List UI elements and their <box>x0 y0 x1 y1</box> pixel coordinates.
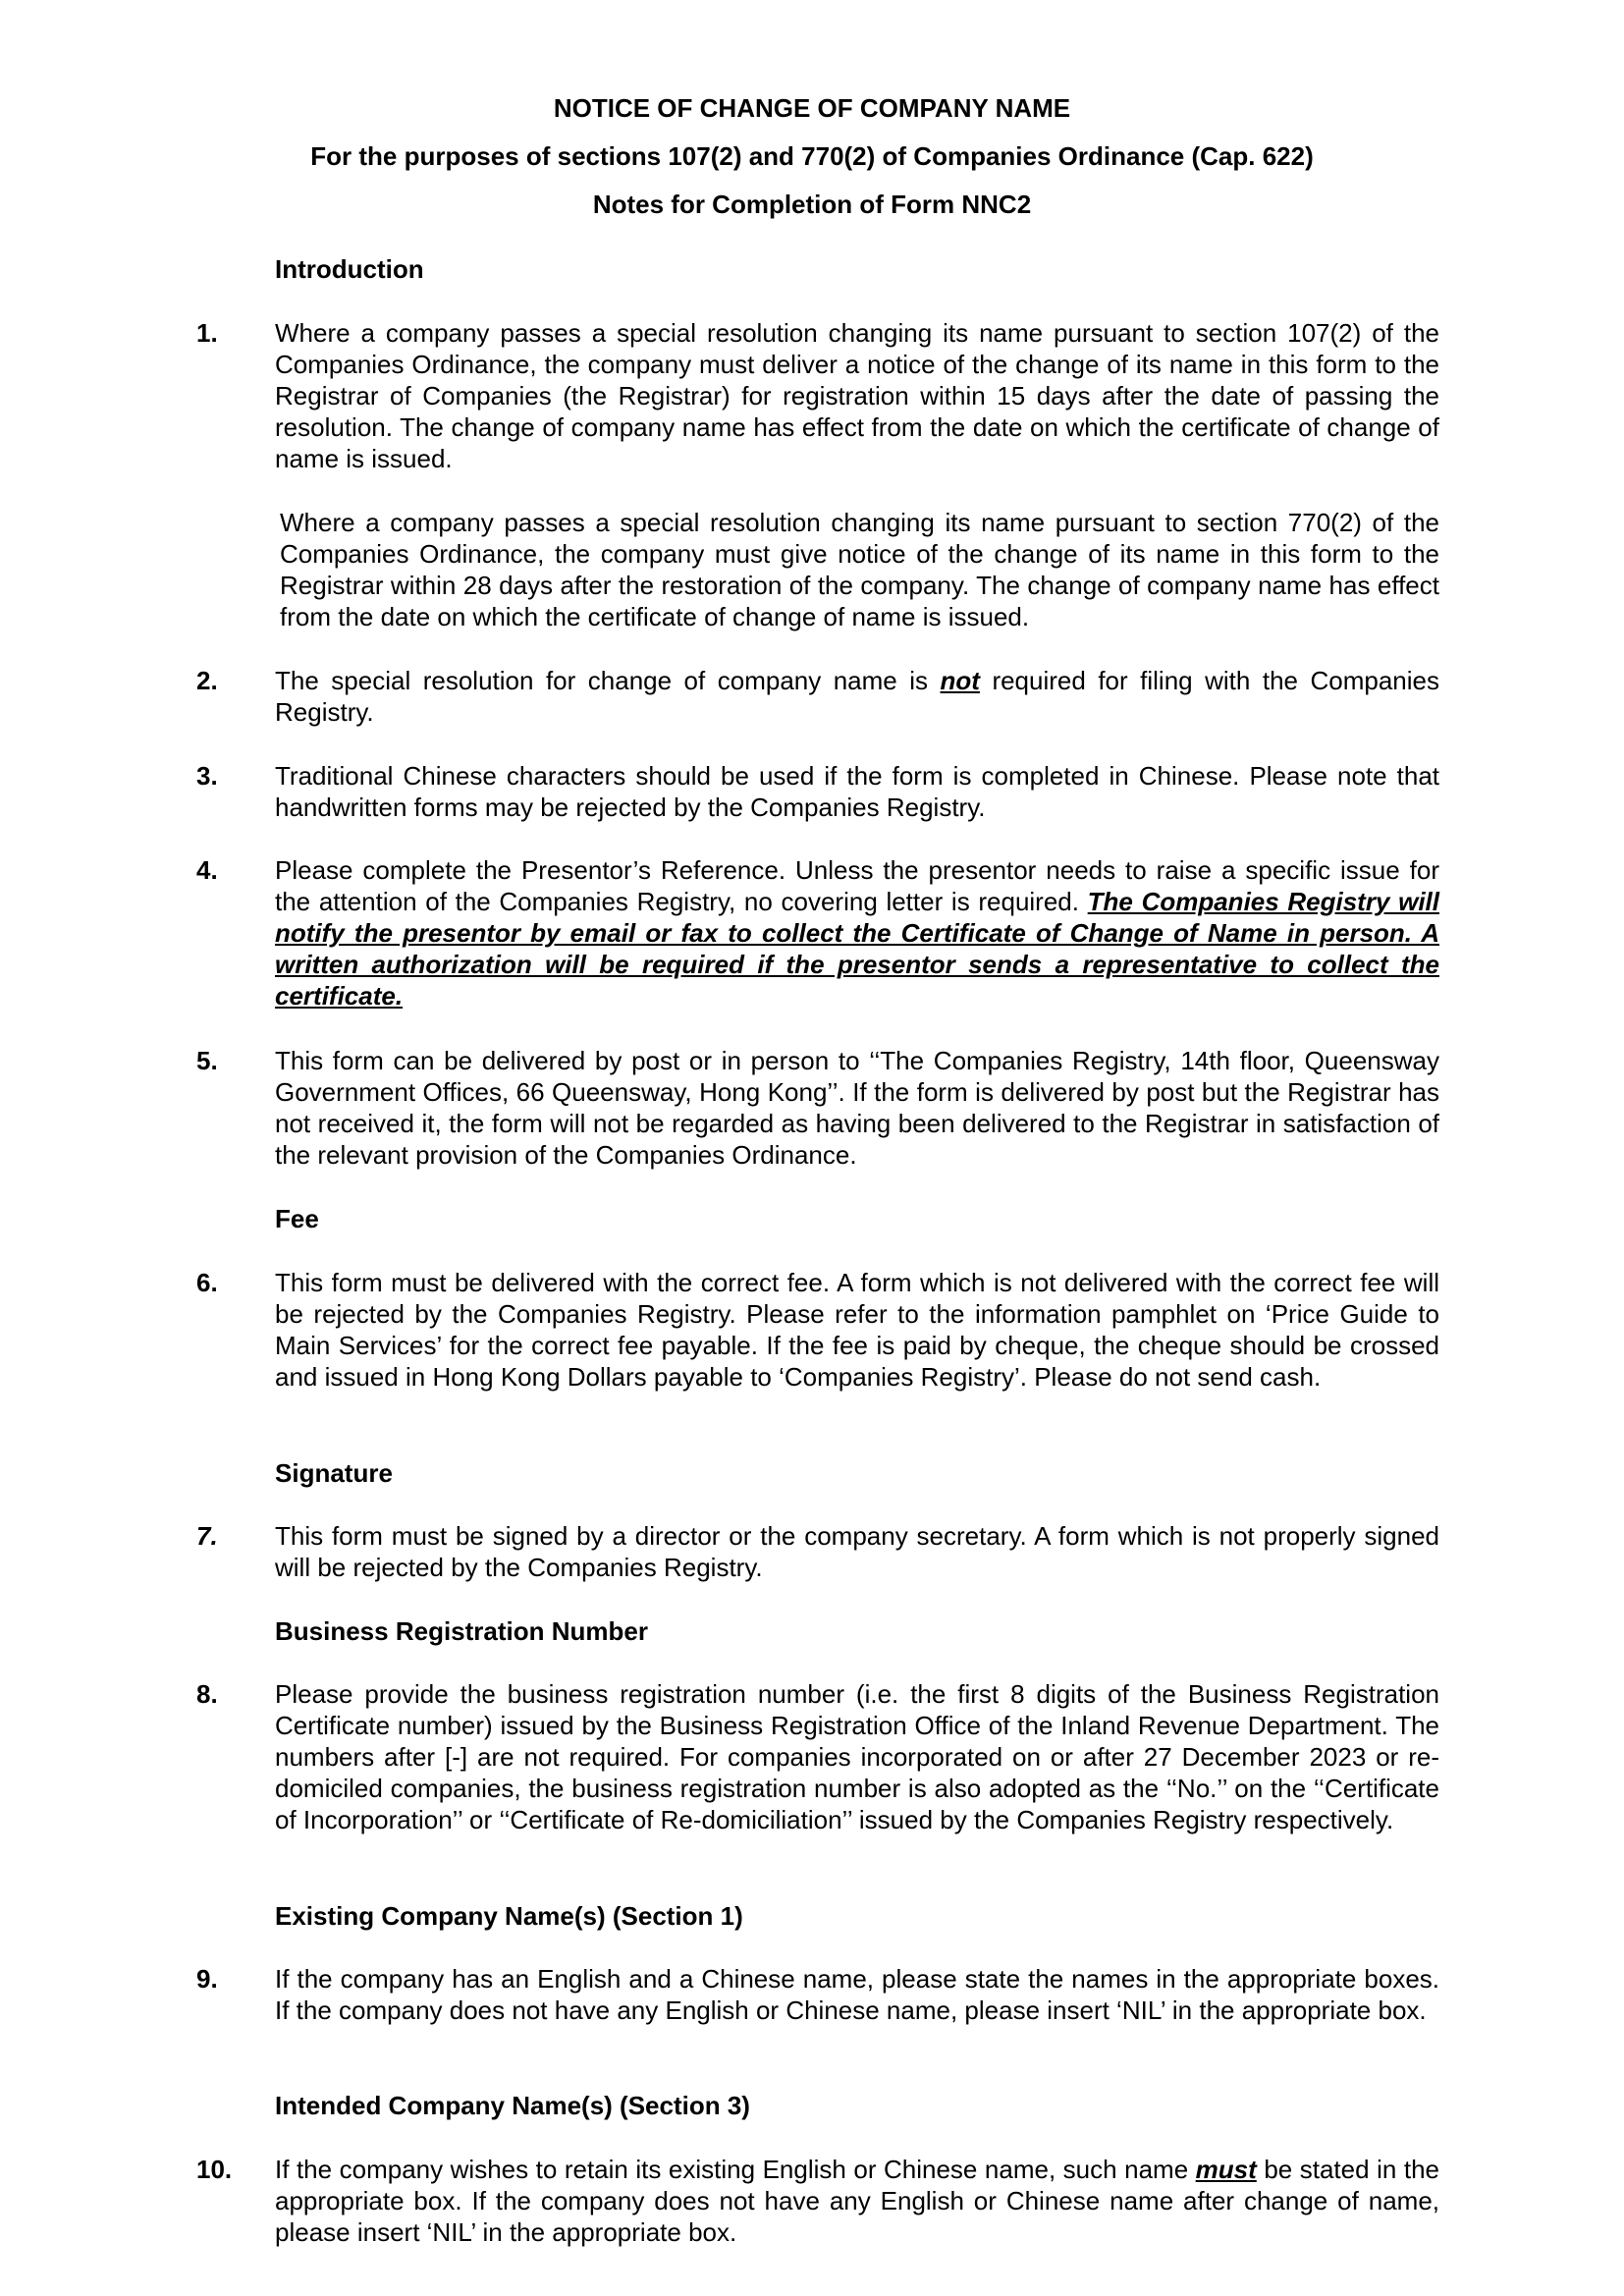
heading-introduction: Introduction <box>275 254 424 284</box>
paragraph-2-emphasis: not <box>940 666 980 695</box>
paragraph-1a: Where a company passes a special resolution changing its name pursuant to section 107(2) of the Companies Ordinance, the company must deliver a notice of the change of its name in this form to the Registrar of Companies (the Registrar) for registration within 15 days after the date of passing the resolution. The change of company name has effect from the date on which the certificate of change of name is issued. <box>275 318 1439 473</box>
paragraph-7: This form must be signed by a director or the company secretary. A form which is not properly signed will be rejected by the Companies Registry. <box>275 1521 1439 1582</box>
paragraph-10 <box>275 2154 1439 2248</box>
paragraph-1b: Where a company passes a special resolution changing its name pursuant to section 770(2) of the Companies Ordinance, the company must give notice of the change of its name in this form to the Registrar within 28 days after the restoration of the company. The change of company name has effect from the date on which the certificate of change of name is issued. <box>280 508 1439 631</box>
paragraph-9: If the company has an English and a Chinese name, please state the names in the appropriate boxes. If the company does not have any English or Chinese name, please insert ‘NIL’ in the appropriate box. <box>275 1964 1439 2025</box>
item-number-4: 4. <box>196 855 218 885</box>
paragraph-2-text: The special resolution for change of company name is <box>275 666 941 695</box>
paragraph-10-text-end: be stated in the appropriate box. If the company does not have any English or Chinese name after change of name, please insert ‘NIL’ in the appropriate box. <box>275 2155 1439 2247</box>
heading-business-registration-number: Business Registration Number <box>275 1616 648 1646</box>
item-number-6: 6. <box>196 1268 218 1297</box>
heading-signature: Signature <box>275 1458 393 1488</box>
document-subtitle: For the purposes of sections 107(2) and 770(2) of Companies Ordinance (Cap. 622) <box>310 141 1314 171</box>
paragraph-4-emphasis: The Companies Registry will notify the presentor by email or fax to collect the Certificate of Change of Name in person. A written authorization will be required if the presentor sends a representative to collect the certificate. <box>275 887 1439 1011</box>
item-number-9: 9. <box>196 1964 218 1994</box>
paragraph-4-text: Please complete the Presentor’s Reference. Unless the presentor needs to raise a specific issue for the attention of the Companies Registry, no covering letter is required. <box>275 855 1439 916</box>
item-number-8: 8. <box>196 1679 218 1709</box>
paragraph-10-emphasis: must <box>1195 2155 1257 2184</box>
heading-fee: Fee <box>275 1204 319 1233</box>
paragraph-10-text: If the company wishes to retain its existing English or Chinese name, such name <box>275 2155 1196 2184</box>
item-number-10: 10. <box>196 2155 233 2184</box>
item-number-7: 7. <box>196 1521 218 1551</box>
paragraph-6: This form must be delivered with the correct fee. A form which is not delivered with the correct fee will be rejected by the Companies Registry. Please refer to the information pamphlet on ‘Price Guide to Main Services’ for the correct fee payable. If the fee is paid by cheque, the cheque should be crossed and issued in Hong Kong Dollars payable to ‘Companies Registry’. Please do not send cash. <box>275 1268 1439 1392</box>
item-number-3: 3. <box>196 761 218 791</box>
notes-title: Notes for Completion of Form NNC2 <box>592 190 1032 219</box>
paragraph-8: Please provide the business registration number (i.e. the first 8 digits of the Business Registration Certificate number) issued by the Business Registration Office of the Inland Revenue Department. The numbers after [-] are not required. For companies incorporated on or after 27 December 2023 or re-domiciled companies, the business registration number is also adopted as the ‘‘No.’’ on the ‘‘Certificate of Incorporation’’ or ‘‘Certificate of Re-domiciliation’’ issued by the Companies Registry respectively. <box>275 1679 1439 1834</box>
paragraph-3: Traditional Chinese characters should be used if the form is completed in Chinese. Please note that handwritten forms may be rejected by the Companies Registry. <box>275 761 1439 822</box>
item-number-1: 1. <box>196 318 218 348</box>
paragraph-5: This form can be delivered by post or in person to ‘‘The Companies Registry, 14th floor, Queensway Government Offices, 66 Queensway, Hong Kong’’. If the form is delivered by post but the Registrar has not received it, the form will not be regarded as having been delivered to the Registrar in satisfaction of the relevant provision of the Companies Ordinance. <box>275 1046 1439 1170</box>
heading-existing-company-names: Existing Company Name(s) (Section 1) <box>275 1901 743 1931</box>
paragraph-2 <box>275 665 1439 728</box>
item-number-5: 5. <box>196 1046 218 1075</box>
heading-intended-company-names: Intended Company Name(s) (Section 3) <box>275 2091 750 2120</box>
item-number-2: 2. <box>196 666 218 695</box>
paragraph-2-text-end: required for filing with the Companies Registry. <box>275 666 1439 727</box>
document-title: NOTICE OF CHANGE OF COMPANY NAME <box>553 93 1071 123</box>
paragraph-4 <box>275 854 1439 1011</box>
